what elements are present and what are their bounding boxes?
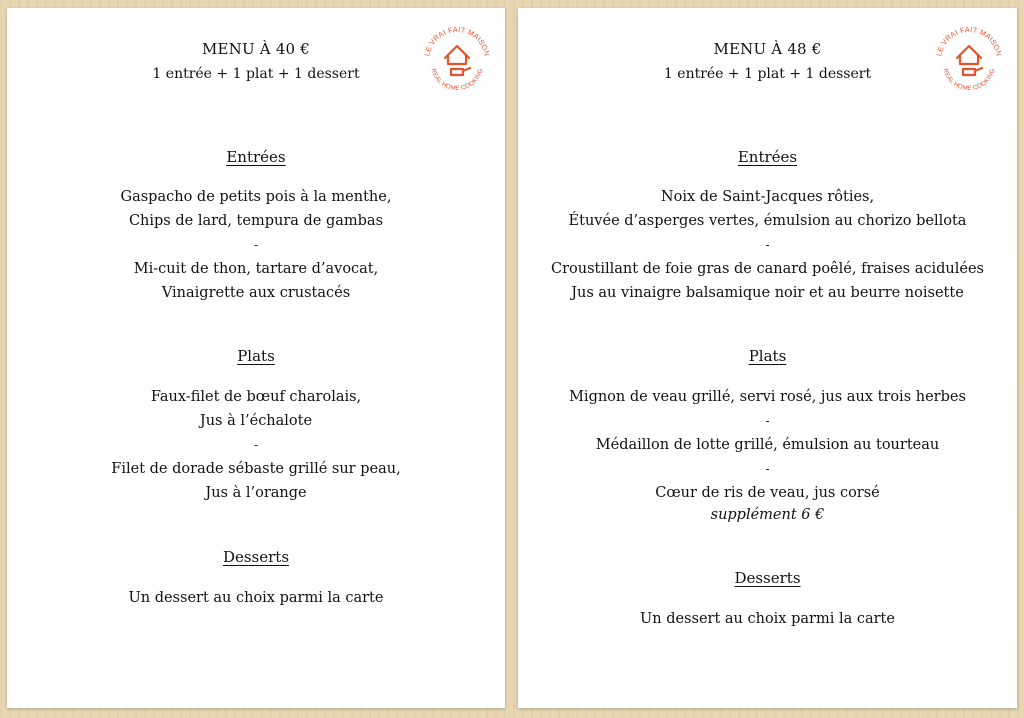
dish-separator: - xyxy=(765,462,770,476)
logo-badge xyxy=(933,24,1005,96)
dish-line: Gaspacho de petits pois à la menthe, xyxy=(120,189,392,205)
dish-line: Faux-filet de bœuf charolais, xyxy=(150,389,362,405)
menu-page-48 xyxy=(518,8,1017,708)
menu-subtitle: 1 entrée + 1 plat + 1 dessert xyxy=(152,66,360,82)
entrees-heading: Entrées xyxy=(226,148,286,166)
logo-top-text: LE VRAI FAIT MAISON xyxy=(934,24,1004,57)
dish-line: Filet de dorade sébaste grillé sur peau, xyxy=(111,461,401,477)
dish-line: Médaillon de lotte grillé, émulsion au tourteau xyxy=(595,437,940,453)
dish-line: Un dessert au choix parmi la carte xyxy=(640,611,895,627)
dish-line: Mignon de veau grillé, servi rosé, jus aux trois herbes xyxy=(569,389,966,405)
dish-line: Étuvée d’asperges vertes, émulsion au chorizo bellota xyxy=(568,213,967,229)
menu-title: MENU À 48 € xyxy=(713,40,822,58)
desserts-heading: Desserts xyxy=(222,548,290,566)
logo-bottom-text: REAL HOME COOKING xyxy=(429,67,485,93)
desserts-heading: Desserts xyxy=(734,569,801,587)
dish-line: Noix de Saint-Jacques rôties, xyxy=(660,189,875,205)
menu-subtitle: 1 entrée + 1 plat + 1 dessert xyxy=(663,66,872,82)
dish-separator: - xyxy=(253,438,259,452)
plats-heading: Plats xyxy=(237,347,275,365)
dish-line: Jus à l’échalote xyxy=(199,413,313,429)
dish-separator: - xyxy=(765,238,770,252)
supplement-note: supplément 6 € xyxy=(710,507,825,523)
dish-line: Un dessert au choix parmi la carte xyxy=(128,590,384,606)
logo-badge xyxy=(421,24,493,96)
dish-line: Croustillant de foie gras de canard poêlé, fraises acidulées xyxy=(551,261,984,277)
dish-separator: - xyxy=(765,414,770,428)
dish-line: Mi-cuit de thon, tartare d’avocat, xyxy=(133,261,379,277)
dish-line: Cœur de ris de veau, jus corsé xyxy=(655,485,880,501)
dish-line: Vinaigrette aux crustacés xyxy=(161,285,351,301)
logo-bottom-text: REAL HOME COOKING xyxy=(941,67,997,93)
menu-title: MENU À 40 € xyxy=(201,40,311,58)
dish-separator: - xyxy=(253,238,259,252)
entrees-heading: Entrées xyxy=(737,148,798,166)
menu-page-40 xyxy=(7,8,505,708)
dish-line: Chips de lard, tempura de gambas xyxy=(128,213,384,229)
dish-line: Jus à l’orange xyxy=(205,485,307,501)
dish-line: Jus au vinaigre balsamique noir et au beurre noisette xyxy=(571,285,964,301)
logo-top-text: LE VRAI FAIT MAISON xyxy=(422,24,492,57)
plats-heading: Plats xyxy=(748,347,787,365)
